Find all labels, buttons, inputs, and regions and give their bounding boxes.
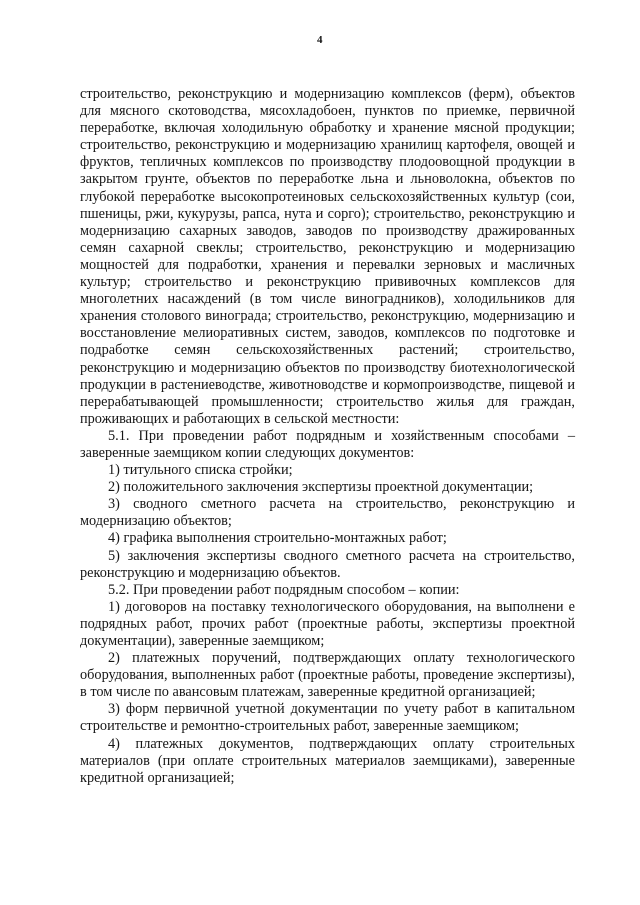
list-item-estimate-calculation: 3) сводного сметного расчета на строительство, реконструкцию и модернизацию объектов; [80,496,575,530]
paragraph-construction-objects: строительство, реконструкцию и модернизацию комплексов (ферм), объектов для мясного скотоводства, мясохладобоен, пунктов по приемке, первичной переработке, включая холодильную обработку и хранение мясной продукции; строительство, реконструкцию и модернизацию хранилищ картофеля, овощей и фруктов, тепличных комплексов по производству плодоовощной продукции в закрытом грунте, объектов по переработке льна и льноволокна, объектов по глубокой переработке высокопротеиновых сельскохозяйственных культур (сои, пшеницы, ржи, кукурузы, рапса, нута и сорго); строительство, реконструкцию и модернизацию сахарных заводов, заводов по производству дражированных семян сахарной свеклы; строительство, реконструкцию и модернизацию мощностей для подработки, хранения и перевалки зерновых и масличных культур; строительство и реконструкцию прививочных комплексов для многолетних насаждений (в том числе виноградников), холодильников для хранения столового винограда; строительство, реконструкцию, модернизацию и восстановление мелиоративных систем, заводов, комплексов по подготовке и подработке семян сельскохозяйственных растений; строительство, реконструкцию и модернизацию объектов по производству биотехнологической продукции в растениеводстве, животноводстве и кормопроизводстве, пищевой и перерабатывающей промышленности; строительство жилья для граждан, проживающих и работающих в сельской местности: [80,86,575,427]
list-item-supply-contracts: 1) договоров на поставку технологического оборудования, на выполнени е подрядных работ, прочих работ (проектные работы, экспертизы проектной документации), заверенные заемщиком; [80,598,575,649]
list-item-works-schedule: 4) графика выполнения строительно-монтажных работ; [108,530,447,547]
document-body [80,86,575,787]
list-item-expertise-conclusion: 2) положительного заключения экспертизы проектной документации; [108,479,534,496]
paragraph-5-2-heading: 5.2. При проведении работ подрядным способом – копии: [108,581,460,598]
paragraph-5-1-heading: 5.1. При проведении работ подрядным и хозяйственным способами – заверенные заемщиком копии следующих документов: [80,427,575,461]
list-item-payment-documents: 4) платежных документов, подтверждающих оплату строительных материалов (при оплате строительных материалов заемщиками), заверенные кредитной организацией; [80,735,575,786]
list-item-payment-orders: 2) платежных поручений, подтверждающих оплату технологического оборудования, выполненных работ (проектные работы, проведение экспертизы), в том числе по авансовым платежам, заверенные кредитной организацией; [80,650,575,701]
list-item-estimate-expertise: 5) заключения экспертизы сводного сметного расчета на строительство, реконструкцию и модернизацию объектов. [80,547,575,581]
list-item-title-list: 1) титульного списка стройки; [108,462,293,479]
list-item-primary-accounting-forms: 3) форм первичной учетной документации по учету работ в капитальном строительстве и ремонтно-строительных работ, заверенные заемщиком; [80,701,575,735]
page-number: 4 [317,34,323,46]
